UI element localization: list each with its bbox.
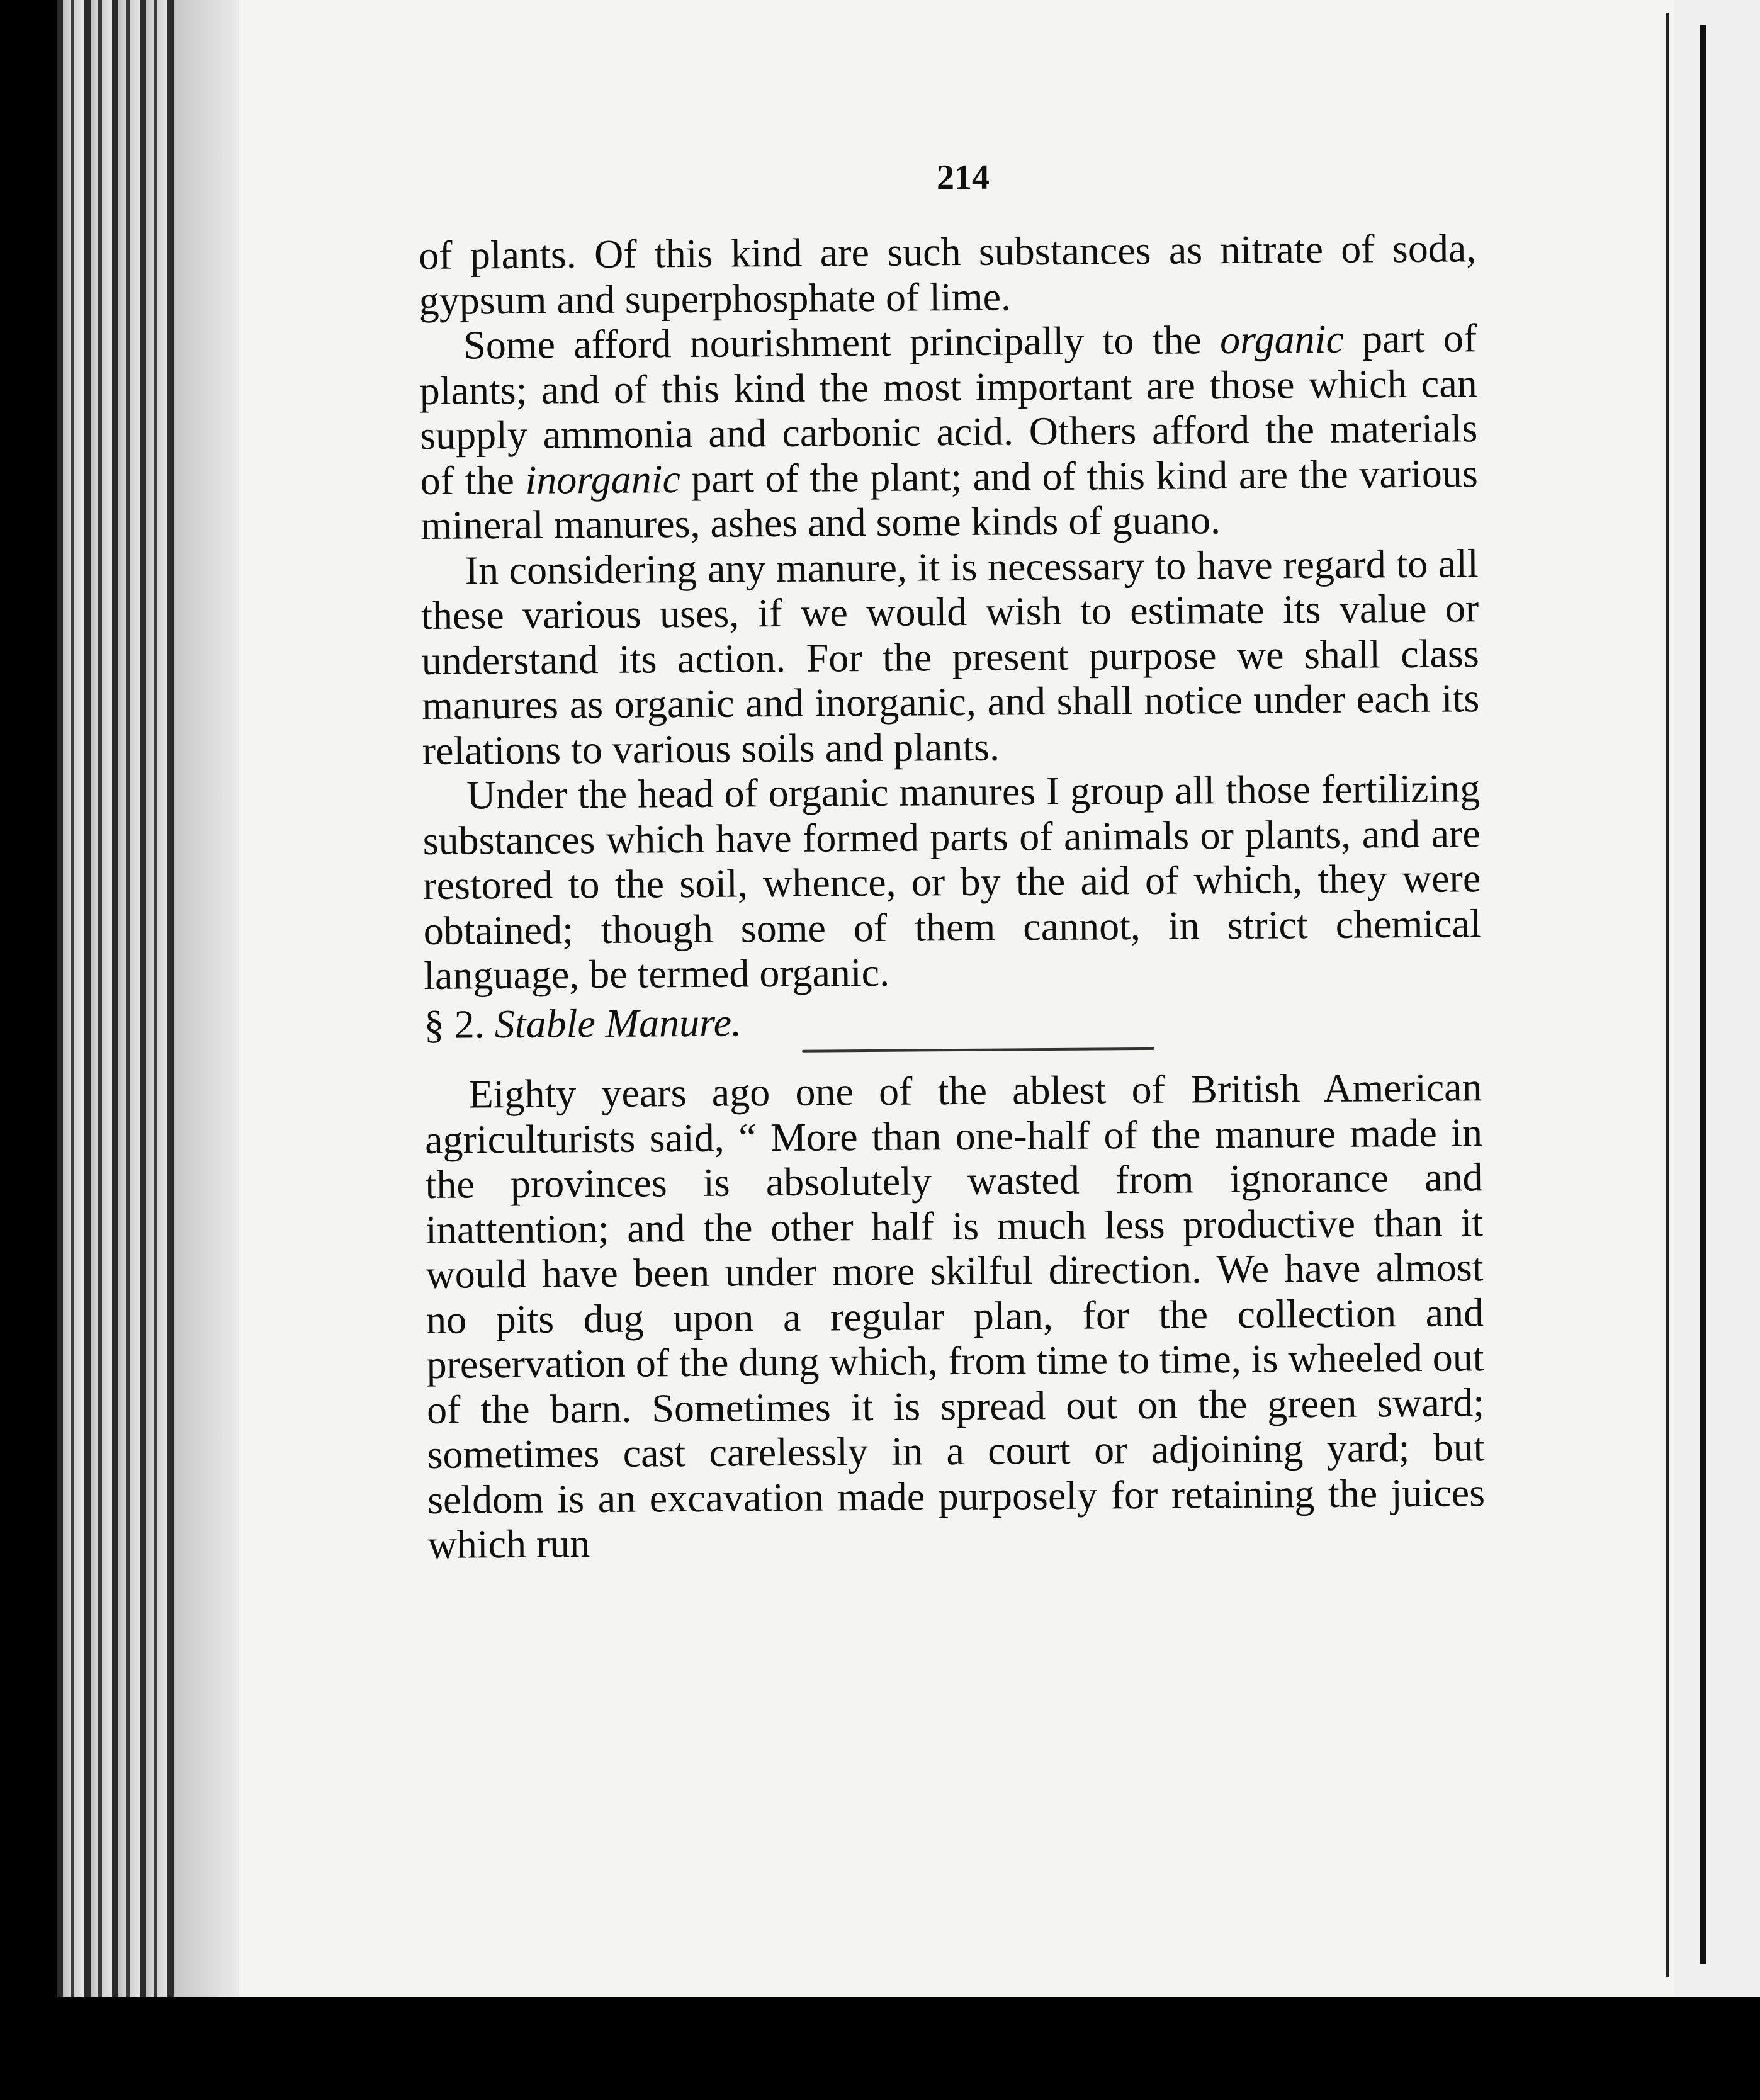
- section-title: Stable Manure.: [494, 999, 742, 1046]
- page-gutter-shadow: [176, 0, 239, 2014]
- section-number: § 2.: [424, 1001, 485, 1047]
- body-text: [419, 225, 1486, 1567]
- paragraph-1: of plants. Of this kind are such substances as nitrate of soda, gypsum and superphosphate of lime.: [419, 225, 1477, 323]
- paragraph-2-part-e: part of the plant; and of this kind are the various mineral manures, ashes and some kinds of guano.: [420, 450, 1478, 548]
- paragraph-3: In considering any manure, it is necessary to have regard to all these various uses, if we would wish to estimate its value or understand its action. For the present purpose we shall class manures as organic and inorganic, and shall notice under each its relations to various soils and plants.: [420, 540, 1480, 773]
- right-binding-line: [1666, 13, 1669, 1977]
- paragraph-2-inorganic: inorganic: [525, 456, 681, 502]
- right-binding-cord: [1700, 25, 1706, 1964]
- right-page-edge: [1674, 0, 1760, 2014]
- paragraph-2-organic: organic: [1219, 316, 1345, 363]
- paragraph-4: Under the head of organic manures I group all those fertilizing substances which have formed parts of animals or plants, and are restored to the soil, whence, or by the aid of which, they were obtained; though some of them cannot, in strict chemical language, be termed organic.: [422, 765, 1481, 998]
- paragraph-2-part-a: Some afford nourishment principally to the: [463, 317, 1221, 368]
- page-number: 214: [937, 158, 990, 197]
- heading-underline: [802, 1047, 1154, 1052]
- paragraph-2: [419, 315, 1478, 548]
- section-heading: [424, 995, 1482, 1047]
- paragraph-5: Eighty years ago one of the ablest of British American agriculturists said, “ More than one-half of the manure made in the provinces is absolutely wasted from ignorance and inattention; and the other half is much less productive than it would have been under more skilful direction. We have almost no pits dug upon a regular plan, for the collection and preservation of the dung which, from time to time, is wheeled out of the barn. Sometimes it is spread out on the green sward; sometimes cast carelessly in a court or adjoining yard; but seldom is an excavation made purposely for retaining the juices which run: [424, 1064, 1486, 1567]
- paragraph-2-part-c: part of plants; and of this kind the most important are those which can supply ammonia and carbonic acid. Others afford the materials of the: [419, 315, 1478, 503]
- bottom-background: [0, 1997, 1760, 2100]
